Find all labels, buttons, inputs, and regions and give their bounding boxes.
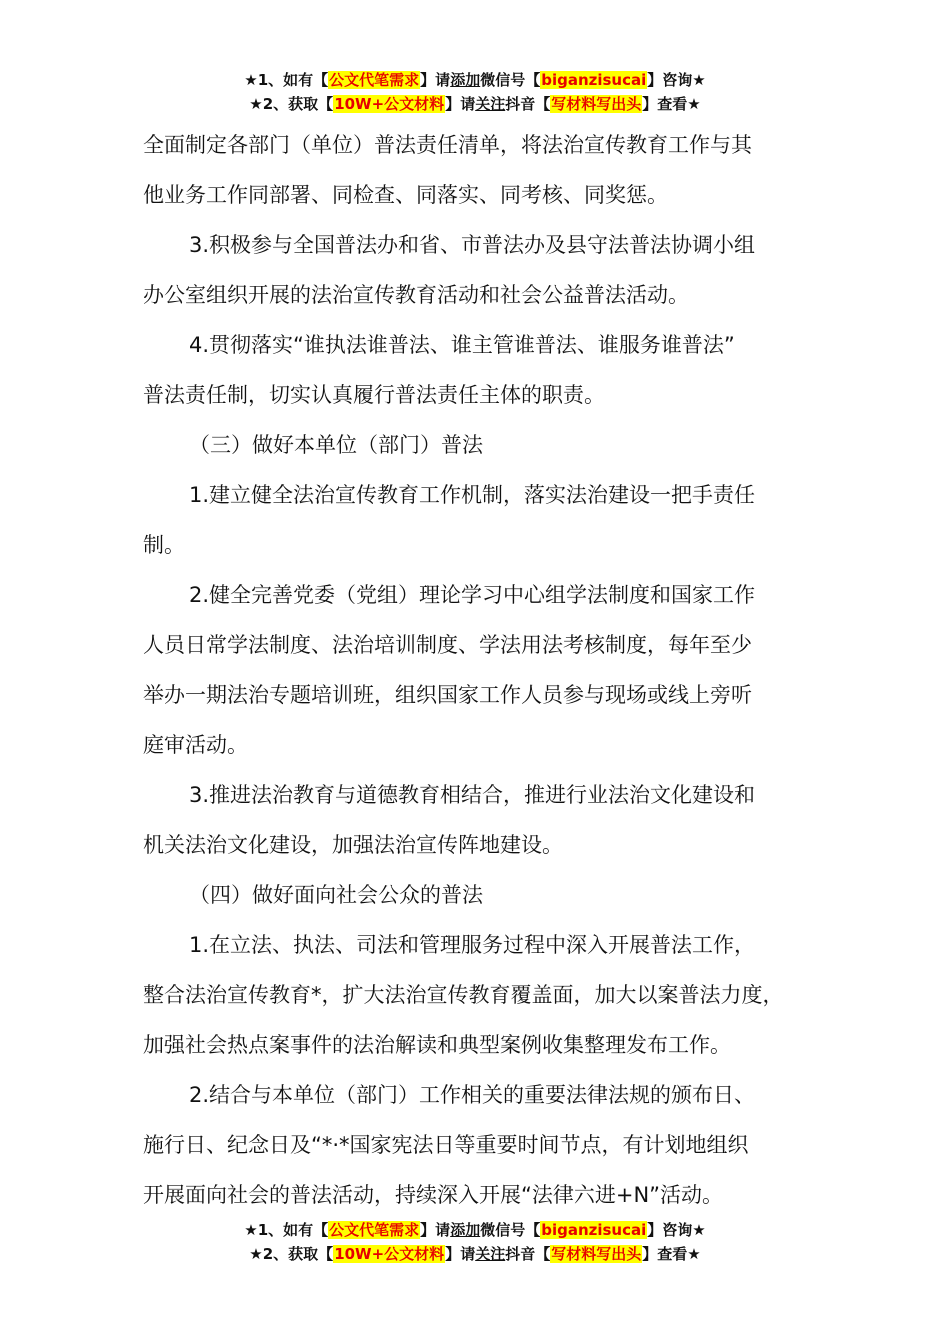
banner-text: ★2、获取【 [249, 1245, 334, 1263]
text-line: 人员日常学法制度、法治培训制度、学法用法考核制度，每年至少 [143, 633, 752, 657]
text-line: 3.推进法治教育与道德教育相结合，推进行业法治文化建设和 [189, 783, 756, 807]
text-line: 1.在立法、执法、司法和管理服务过程中深入开展普法工作， [189, 933, 756, 957]
banner-text: 】请 [420, 1221, 451, 1239]
banner-underline: 关注 [475, 95, 506, 113]
text-line: 1.建立健全法治宣传教育工作机制，落实法治建设一把手责任 [189, 483, 756, 507]
banner-text: 抖音【 [505, 1245, 551, 1263]
banner-underline: 添加 [450, 71, 481, 89]
text-line: 机关法治文化建设，加强法治宣传阵地建设。 [143, 833, 563, 857]
footer-banner [0, 1218, 950, 1266]
banner-text: 微信号【 [480, 1221, 541, 1239]
text-line: 2.健全完善党委（党组）理论学习中心组学法制度和国家工作 [189, 583, 756, 607]
banner-highlight: 公文代笔需求 [329, 71, 420, 89]
text-line: 全面制定各部门（单位）普法责任清单，将法治宣传教育工作与其 [143, 133, 752, 157]
text-line: 他业务工作同部署、同检查、同落实、同考核、同奖惩。 [143, 183, 668, 207]
text-line: 4.贯彻落实“谁执法谁普法、谁主管谁普法、谁服务谁普法” [189, 333, 735, 357]
text-line: 施行日、纪念日及“*·*国家宪法日等重要时间节点，有计划地组织 [143, 1133, 749, 1157]
text-line: 制。 [143, 533, 185, 557]
text-line: 2.结合与本单位（部门）工作相关的重要法律法规的颁布日、 [189, 1083, 756, 1107]
text-line: 开展面向社会的普法活动，持续深入开展“法律六进+N”活动。 [143, 1183, 724, 1207]
banner-text: 】查看★ [642, 1245, 701, 1263]
banner-text: 】请 [445, 1245, 476, 1263]
banner-text: 】请 [445, 95, 476, 113]
banner-underline: 添加 [450, 1221, 481, 1239]
text-line: 庭审活动。 [143, 733, 248, 757]
banner-text: ★1、如有【 [244, 1221, 329, 1239]
banner-highlight: biganzisucai [541, 1221, 647, 1239]
banner-underline: 关注 [475, 1245, 506, 1263]
banner-highlight: 写材料写出头 [551, 95, 642, 113]
banner-text: 】请 [420, 71, 451, 89]
text-line: 普法责任制，切实认真履行普法责任主体的职责。 [143, 383, 605, 407]
banner-highlight: biganzisucai [541, 71, 647, 89]
text-line: 举办一期法治专题培训班，组织国家工作人员参与现场或线上旁听 [143, 683, 752, 707]
banner-text: ★1、如有【 [244, 71, 329, 89]
banner-text: 微信号【 [480, 71, 541, 89]
document-body [143, 120, 833, 1220]
banner-text: ★2、获取【 [249, 95, 334, 113]
text-line: 整合法治宣传教育*，扩大法治宣传教育覆盖面，加大以案普法力度， [143, 983, 784, 1007]
banner-line-1 [0, 1218, 950, 1242]
banner-highlight: 公文代笔需求 [329, 1221, 420, 1239]
text-line: 办公室组织开展的法治宣传教育活动和社会公益普法活动。 [143, 283, 689, 307]
section-heading: （三）做好本单位（部门）普法 [189, 433, 483, 457]
banner-line-2 [0, 1242, 950, 1266]
banner-line-1 [0, 68, 950, 92]
banner-text: 】咨询★ [647, 71, 706, 89]
banner-highlight: 10W+公文材料 [334, 95, 445, 113]
banner-line-2 [0, 92, 950, 116]
banner-text: 】查看★ [642, 95, 701, 113]
banner-highlight: 写材料写出头 [551, 1245, 642, 1263]
banner-text: 】咨询★ [647, 1221, 706, 1239]
text-line: 加强社会热点案事件的法治解读和典型案例收集整理发布工作。 [143, 1033, 731, 1057]
banner-text: 抖音【 [505, 95, 551, 113]
text-line: 3.积极参与全国普法办和省、市普法办及县守法普法协调小组 [189, 233, 756, 257]
banner-highlight: 10W+公文材料 [334, 1245, 445, 1263]
header-banner [0, 68, 950, 116]
section-heading: （四）做好面向社会公众的普法 [189, 883, 483, 907]
